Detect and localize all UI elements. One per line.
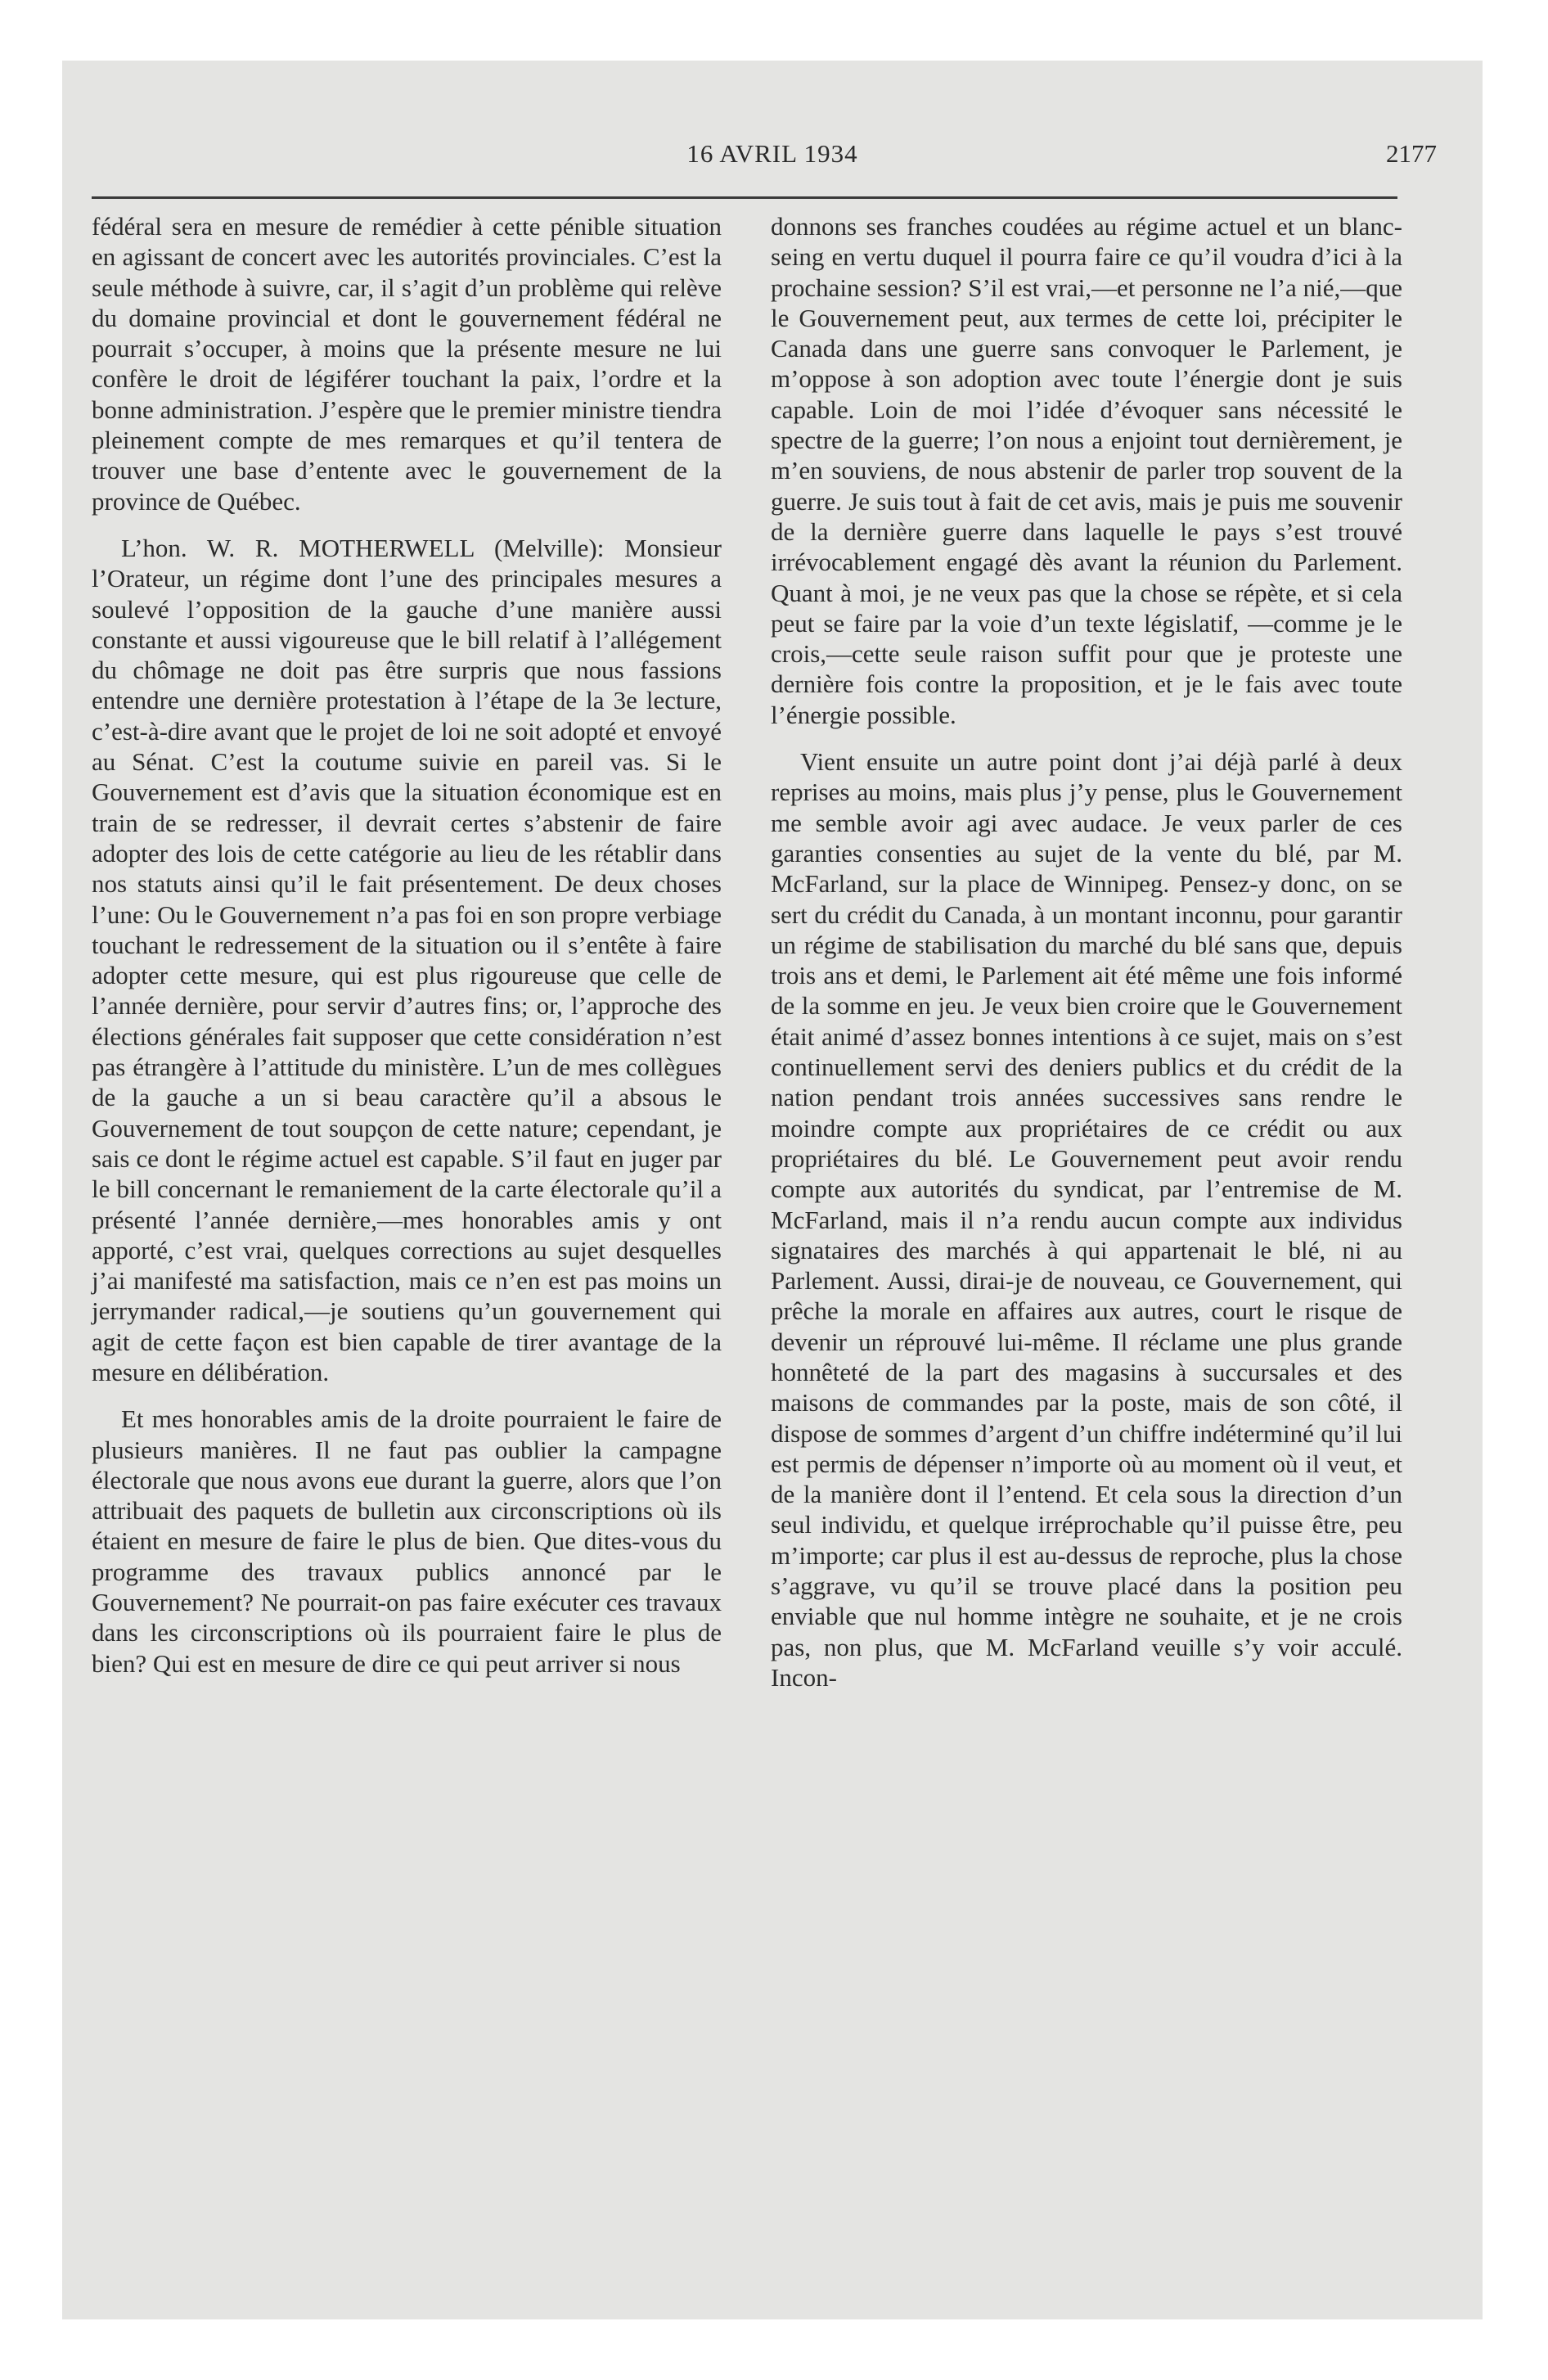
- left-column: [92, 211, 722, 1679]
- speech-paragraph: [92, 533, 722, 1387]
- paragraph: Et mes honorables amis de la droite pourraient le faire de plusieurs manières. Il ne faut pas oublier la campagne électorale que nous avons eue durant la guerre, alors que l’on attribuait des paquets de bulletin aux circonscriptions où ils étaient en mesure de faire le plus de bien. Que dites-vous du programme des travaux publics annoncé par le Gouvernement? Ne pourrait-on pas faire exécuter ces travaux dans les circonscriptions où ils pourraient faire le plus de bien? Qui est en mesure de dire ce qui peut arriver si nous: [92, 1404, 722, 1678]
- page-header: [62, 139, 1483, 180]
- right-column: [771, 211, 1402, 1693]
- paragraph: fédéral sera en mesure de remédier à cette pénible situation en agissant de concert avec les autorités provinciales. C’est la seule méthode à suivre, car, il s’agit d’un problème qui relève du domaine provincial et dont le gouvernement fédéral ne pourrait s’occuper, à moins que la présente mesure ne lui confère le droit de légiférer touchant la paix, l’ordre et la bonne administration. J’espère que le premier ministre tiendra pleinement compte de mes remarques et qu’il tentera de trouver une base d’entente avec le gouvernement de la province de Québec.: [92, 212, 722, 516]
- page-number: 2177: [1386, 139, 1437, 168]
- speaker-name: L’hon. W. R. MOTHERWELL (Melville):: [121, 533, 605, 562]
- scanned-page: [62, 61, 1483, 2319]
- paragraph: donnons ses franches coudées au régime actuel et un blanc-seing en vertu duquel il pourra faire ce qu’il voudra d’ici à la prochaine session? S’il est vrai,—et personne ne l’a nié,—que le Gouvernement peut, aux termes de cette loi, précipiter le Canada dans une guerre sans convoquer le Parlement, je m’oppose à son adoption avec toute l’énergie dont je suis capable. Loin de moi l’idée d’évoquer sans nécessité le spectre de la guerre; l’on nous a enjoint tout dernièrement, je m’en souviens, de nous abstenir de parler trop souvent de la guerre. Je suis tout à fait de cet avis, mais je puis me souvenir de la dernière guerre dans laquelle le pays s’est trouvé irrévocablement engagé dès avant la réunion du Parlement. Quant à moi, je ne veux pas que la chose se répète, et si cela peut se faire par la voie d’un texte législatif, —comme je le crois,—cette seule raison suffit pour que je proteste une dernière fois contre la proposition, et je le fais avec toute l’énergie possible.: [771, 212, 1402, 729]
- speech-text: Monsieur l’Orateur, un régime dont l’une des principales mesures a soulevé l’opposition de la gauche d’une manière aussi constante et aussi vigoureuse que le bill relatif à l’allégement du chômage ne doit pas être surpris que nous fassions entendre une dernière protestation à l’étape de la 3e lecture, c’est-à-dire avant que le projet de loi ne soit adopté et envoyé au Sénat. C’est la coutume suivie en pareil vas. Si le Gouvernement est d’avis que la situation économique est en train de se redresser, il devrait certes s’abstenir de faire adopter des lois de cette catégorie au lieu de les rétablir dans nos statuts ainsi qu’il le fait présentement. De deux choses l’une: Ou le Gouvernement n’a pas foi en son propre verbiage touchant le redressement de la situation ou il s’entête à faire adopter cette mesure, qui est plus rigoureuse que celle de l’année dernière, pour servir d’autres fins; or, l’approche des élections générales fait supposer que cette considération n’est pas étrangère à l’attitude du ministère. L’un de mes collègues de la gauche a un si beau caractère qu’il a absous le Gouvernement de tout soupçon de cette nature; cependant, je sais ce dont le régime actuel est capable. S’il faut en juger par le bill concernant le remaniement de la carte électorale qu’il a présenté l’année dernière,—mes honorables amis y ont apporté, c’est vrai, quelques corrections au sujet desquelles j’ai manifesté ma satisfaction, mais ce n’en est pas moins un jerrymander radical,—je soutiens qu’un gouvernement qui agit de cette façon est bien capable de tirer avantage de la mesure en délibération.: [92, 533, 722, 1386]
- header-date: 16 AVRIL 1934: [686, 139, 858, 168]
- paragraph: Vient ensuite un autre point dont j’ai déjà parlé à deux reprises au moins, mais plus j’y pense, plus le Gouvernement me semble avoir agi avec audace. Je veux parler de ces garanties consenties au sujet de la vente du blé, par M. McFarland, sur la place de Winnipeg. Pensez-y donc, on se sert du crédit du Canada, à un montant inconnu, pour garantir un régime de stabilisation du marché du blé sans que, depuis trois ans et demi, le Parlement ait été même une fois informé de la somme en jeu. Je veux bien croire que le Gouvernement était animé d’assez bonnes intentions à ce sujet, mais on s’est continuellement servi des deniers publics et du crédit de la nation pendant trois années successives sans rendre le moindre compte aux propriétaires de ce crédit ou aux propriétaires du blé. Le Gouvernement peut avoir rendu compte aux autorités du syndicat, par l’entremise de M. McFarland, mais il n’a rendu aucun compte aux individus signataires des marchés à qui appartenait le blé, ni au Parlement. Aussi, dirai-je de nouveau, ce Gouvernement, qui prêche la morale en affaires aux autres, court le risque de devenir un réprouvé lui-même. Il réclame une plus grande honnêteté de la part des magasins à succursales et des maisons de commandes par la poste, mais de son côté, il dispose de sommes d’argent d’un chiffre indéterminé qu’il lui est permis de dépenser n’importe où au moment où il veut, et de la manière dont il l’entend. Et cela sous la direction d’un seul individu, et quelque irréprochable qu’il puisse être, peu m’importe; car plus il est au-dessus de reproche, plus la chose s’aggrave, vu qu’il se trouve placé dans la position peu enviable que nul homme intègre ne souhaite, et je ne crois pas, non plus, que M. McFarland veuille s’y voir acculé. Incon-: [771, 747, 1402, 1692]
- header-rule: [92, 196, 1397, 199]
